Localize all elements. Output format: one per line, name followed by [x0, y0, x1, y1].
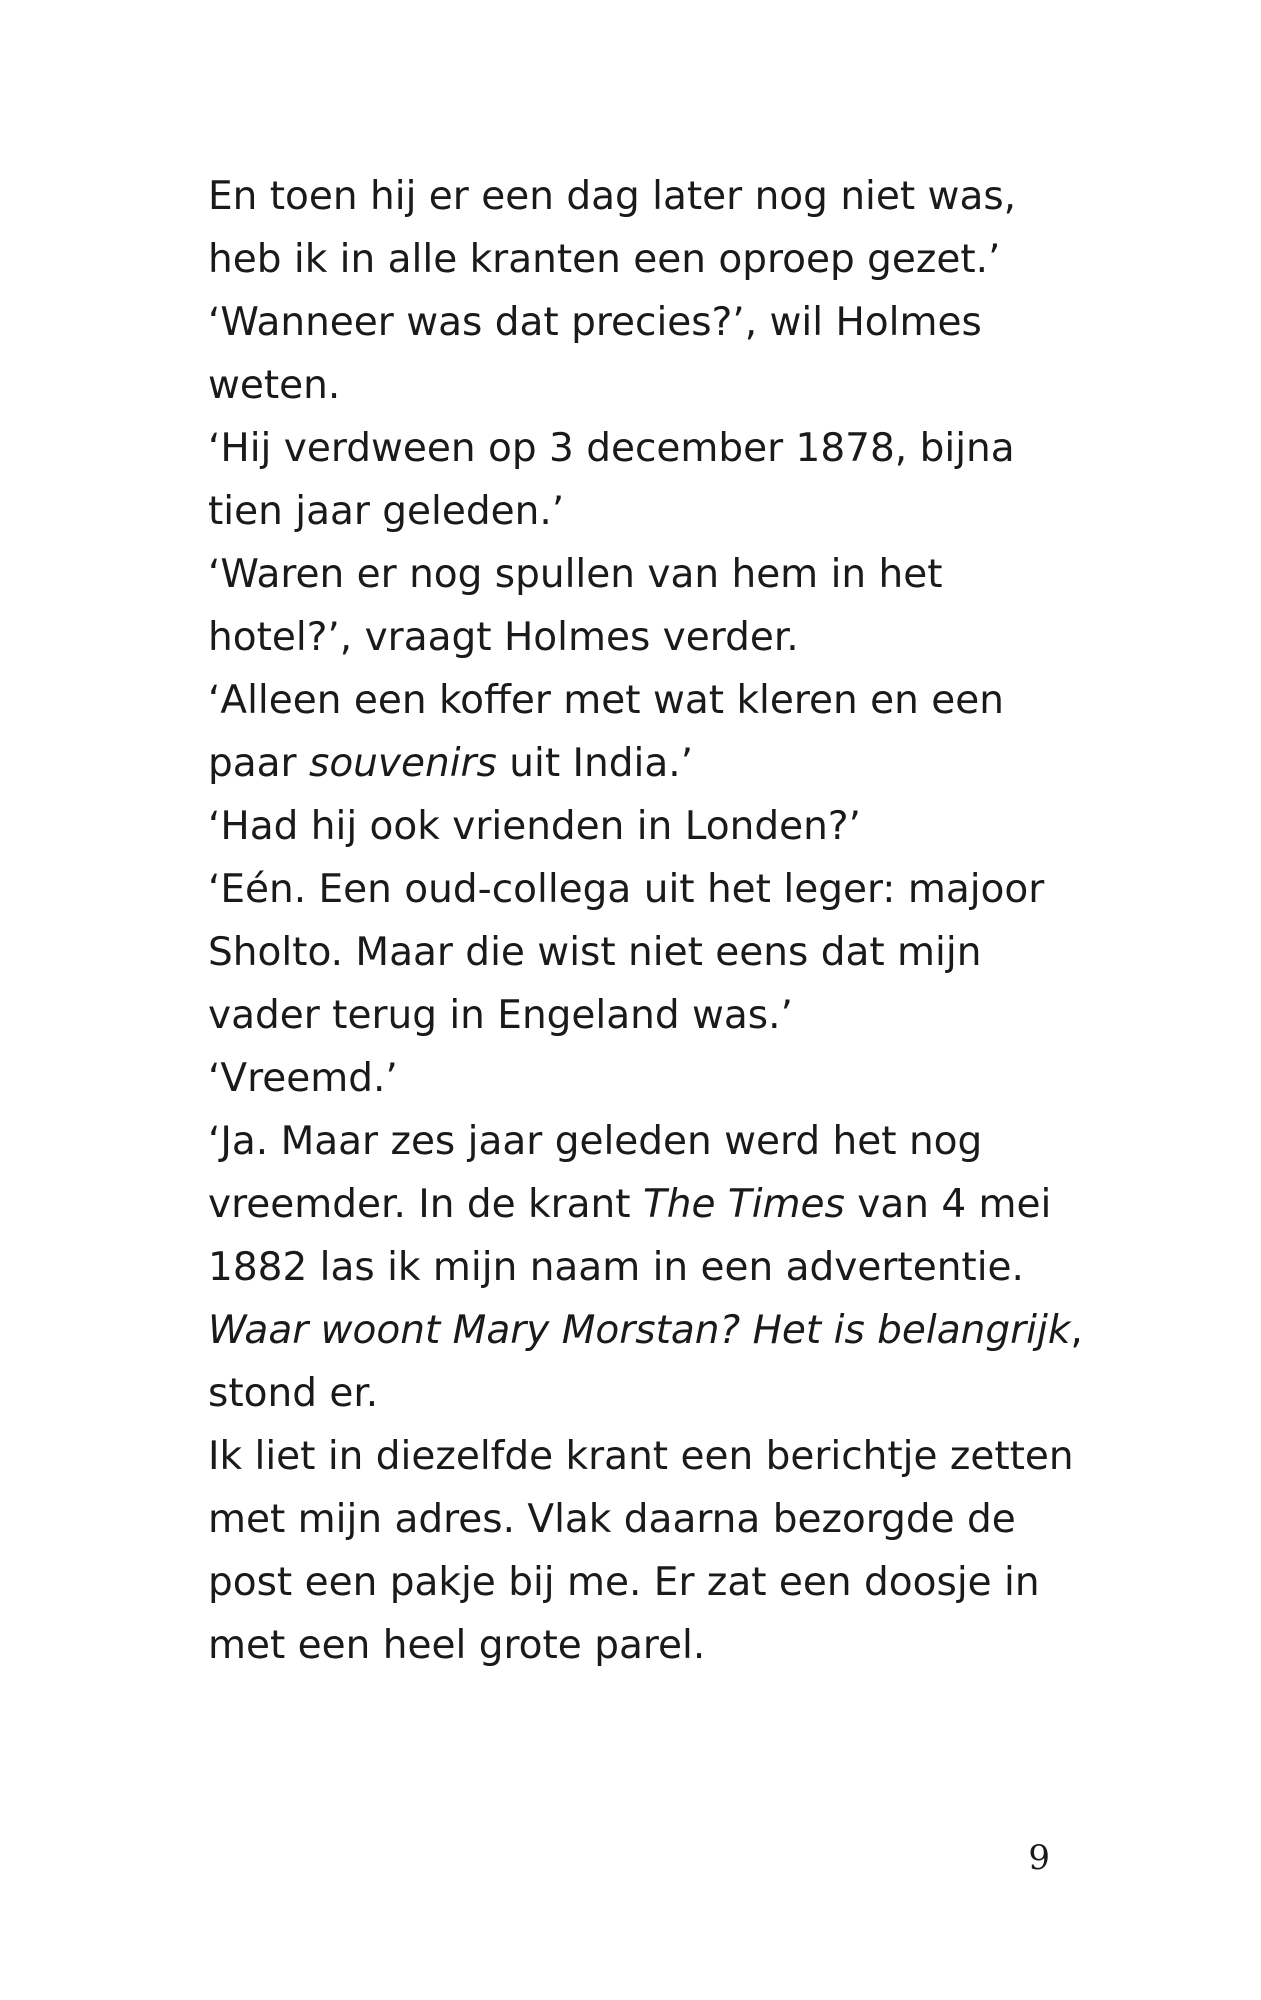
text-line: ‘Wanneer was dat precies?’, wil Holmes — [208, 300, 982, 345]
italic-word: souvenirs — [309, 741, 497, 786]
text-line: ‘Hij verdween op 3 december 1878, bijna — [208, 426, 1015, 471]
text-line: post een pakje bij me. Er zat een doosje in — [208, 1560, 1040, 1605]
text-line: stond er. — [208, 1371, 379, 1416]
text-line: weten. — [208, 363, 341, 408]
text-line: met mijn adres. Vlak daarna bezorgde de — [208, 1497, 1016, 1542]
text-line: paar souvenirs uit India.’ — [208, 741, 694, 786]
body-text — [208, 165, 1088, 1677]
text-line: ‘Ja. Maar zes jaar geleden werd het nog — [208, 1119, 983, 1164]
text-line: vreemder. In de krant The Times van 4 mei — [208, 1182, 1052, 1227]
text-line: heb ik in alle kranten een oproep gezet.’ — [208, 237, 1001, 282]
advertisement-quote: Waar woont Mary Morstan? Het is belangrijk — [208, 1308, 1071, 1353]
text-line: ‘Alleen een koffer met wat kleren en een — [208, 678, 1004, 723]
text-line: Waar woont Mary Morstan? Het is belangrijk, — [208, 1308, 1083, 1353]
text-line: ‘Had hij ook vrienden in Londen?’ — [208, 804, 861, 849]
text-line: ‘Eén. Een oud-collega uit het leger: majoor — [208, 867, 1045, 912]
text-line: ‘Vreemd.’ — [208, 1056, 398, 1101]
text-line: met een heel grote parel. — [208, 1623, 706, 1668]
text-line: vader terug in Engeland was.’ — [208, 993, 793, 1038]
newspaper-title: The Times — [642, 1182, 845, 1227]
text-line: tien jaar geleden.’ — [208, 489, 565, 534]
text-line: Ik liet in diezelfde krant een berichtje zetten — [208, 1434, 1074, 1479]
page-number: 9 — [1028, 1838, 1050, 1878]
text-line: En toen hij er een dag later nog niet was, — [208, 174, 1017, 219]
text-line: 1882 las ik mijn naam in een advertentie. — [208, 1245, 1024, 1290]
text-line: Sholto. Maar die wist niet eens dat mijn — [208, 930, 982, 975]
text-line: ‘Waren er nog spullen van hem in het — [208, 552, 943, 597]
text-line: hotel?’, vraagt Holmes verder. — [208, 615, 799, 660]
